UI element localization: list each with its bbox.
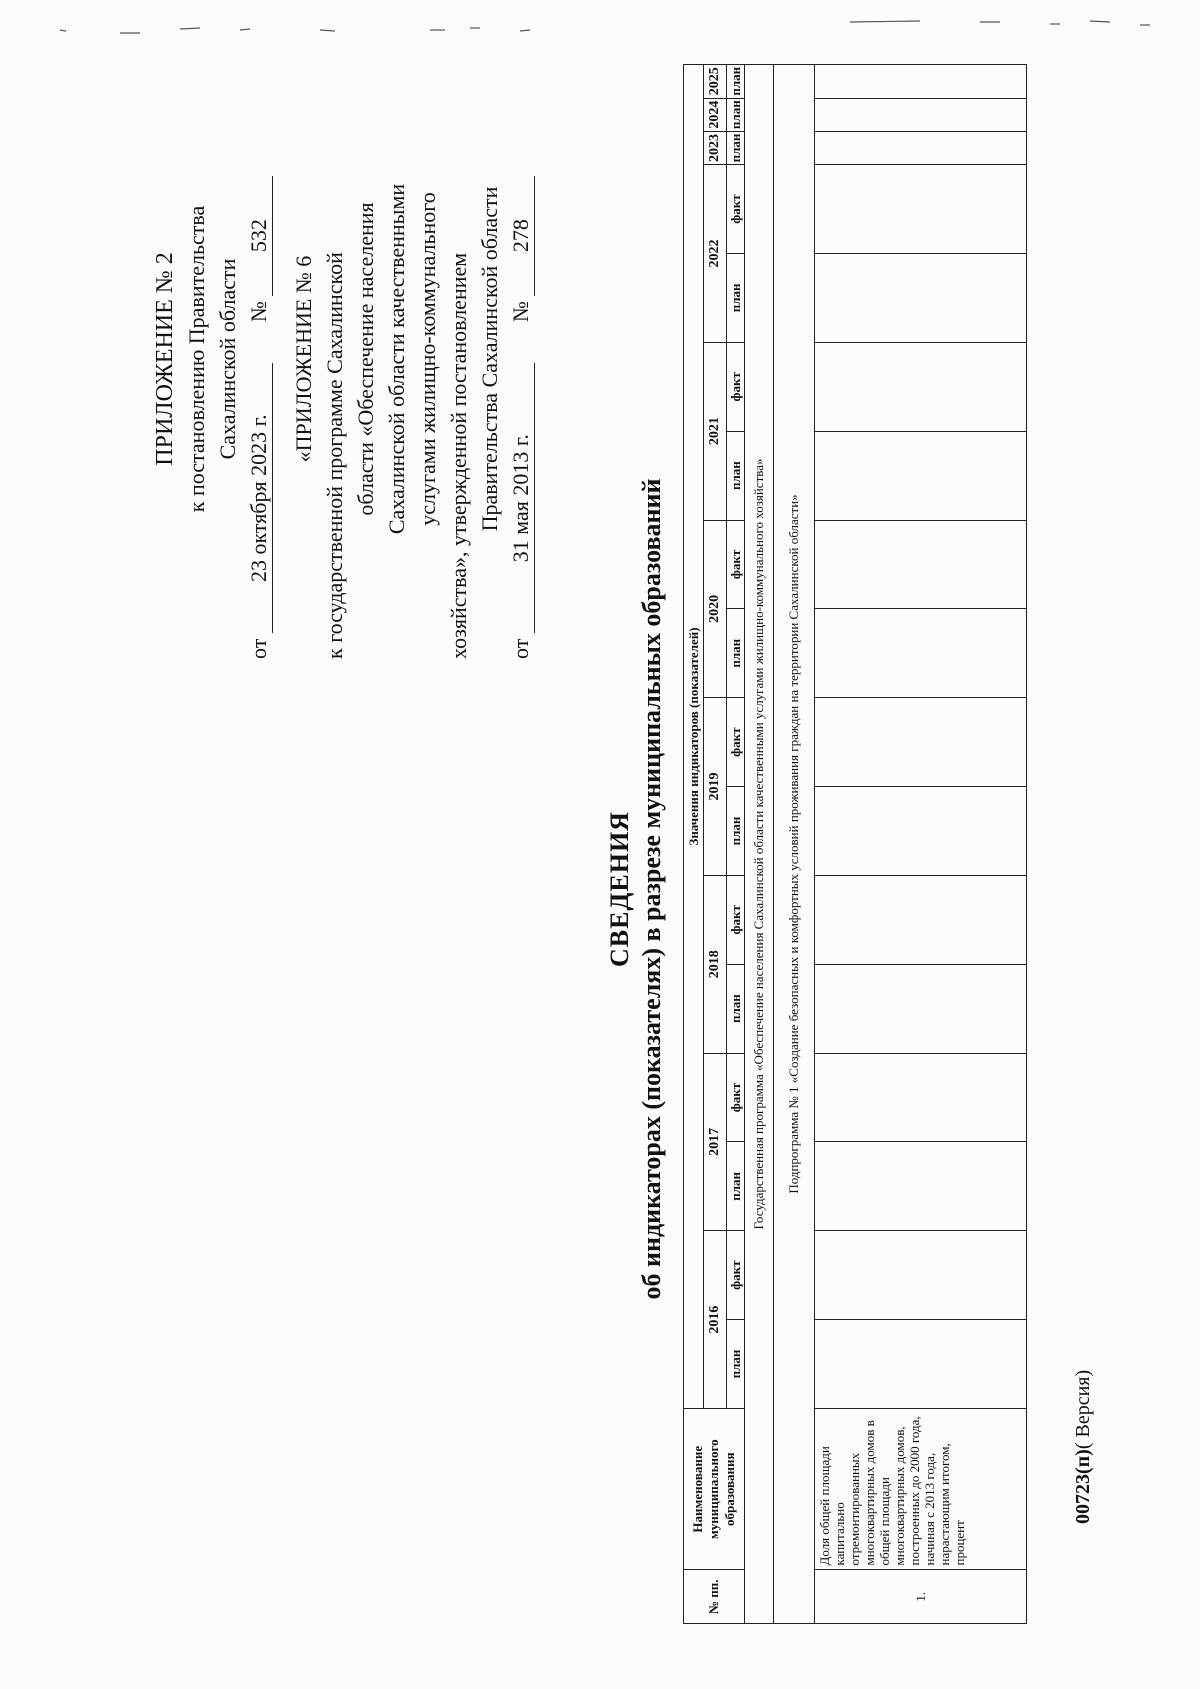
fact-2020: факт [727, 520, 745, 609]
header-indicator-values: Значения индикаторов (показателей) [684, 65, 704, 1409]
plan-2021: план [727, 431, 745, 520]
plan-2024: план [727, 98, 745, 131]
prior-line-2: области «Обеспечение населения [353, 202, 378, 516]
prior-line-5: хозяйства», утвержденной постановлением [446, 252, 471, 659]
year-2022: 2022 [704, 165, 727, 343]
value-cell [815, 698, 1027, 787]
value-cell [815, 787, 1027, 876]
prior-line-6: Правительства Сахалинской области [477, 186, 502, 532]
year-2024: 2024 [704, 98, 727, 131]
version-label: ( Версия) [1072, 1369, 1094, 1450]
document-code [1072, 1370, 1095, 1524]
document-subtitle: об индикаторах (показателях) в разрезе муниципальных образований [637, 478, 666, 1300]
value-cell [815, 520, 1027, 609]
year-2025: 2025 [704, 65, 727, 99]
value-cell [815, 609, 1027, 698]
value-cell [815, 1053, 1027, 1142]
value-cell [815, 1320, 1027, 1409]
value-cell [815, 165, 1027, 254]
code: 00723(п) [1072, 1449, 1094, 1524]
prior-date-line [505, 59, 536, 659]
appendix-heading: ПРИЛОЖЕНИЕ № 2 [152, 252, 178, 466]
decree-number: 532 [246, 176, 273, 296]
year-2021: 2021 [704, 342, 727, 520]
header-municipality: Наименование муниципального образования [684, 1408, 745, 1570]
value-cell [815, 342, 1027, 431]
year-2020: 2020 [704, 520, 727, 698]
year-2019: 2019 [704, 698, 727, 876]
decree-date-line [243, 59, 274, 659]
fact-2016: факт [727, 1231, 745, 1320]
prior-appendix-heading: «ПРИЛОЖЕНИЕ № 6 [291, 255, 316, 463]
plan-2025: план [727, 65, 745, 99]
document-title: СВЕДЕНИЯ [605, 811, 634, 967]
fact-2022: факт [727, 165, 745, 254]
year-2023: 2023 [704, 131, 727, 164]
year-2018: 2018 [704, 875, 727, 1053]
decree-line-2: Сахалинской области [215, 258, 240, 460]
prior-line-4: услугами жилищно-коммунального [415, 192, 440, 526]
fact-2018: факт [727, 875, 745, 964]
value-cell [815, 253, 1027, 342]
year-2016: 2016 [704, 1231, 727, 1409]
value-cell [815, 131, 1027, 164]
plan-2022: план [727, 253, 745, 342]
value-cell [815, 65, 1027, 99]
plan-2020: план [727, 609, 745, 698]
plan-2019: план [727, 787, 745, 876]
value-cell [815, 431, 1027, 520]
value-cell [815, 964, 1027, 1053]
prior-number: 278 [508, 176, 535, 296]
value-cell [815, 1142, 1027, 1231]
header-number: № пп. [684, 1570, 745, 1624]
decree-line-1: к постановлению Правительства [184, 205, 209, 513]
appendix-block [150, 59, 536, 659]
prior-number-prefix: № [508, 301, 533, 323]
year-2017: 2017 [704, 1053, 727, 1231]
indicator-name: Доля общей площади капитально отремонтированных многоквартирных домов в общей площади многоквартирных домов, построенных до 2000 года, начиная с 2013 года, нарастающим итогом, процент [815, 1408, 1027, 1570]
plan-2018: план [727, 964, 745, 1053]
decree-date: 23 октября 2023 г. [246, 363, 273, 633]
value-cell [815, 1231, 1027, 1320]
table-row [815, 65, 1027, 1624]
program-row: Государственная программа «Обеспечение населения Сахалинской области качественными услугами жилищно-коммунального хозяйства» [745, 65, 774, 1624]
plan-2016: план [727, 1320, 745, 1409]
date-prefix: от [246, 638, 271, 659]
indicators-table [683, 64, 1027, 1624]
prior-date-prefix: от [508, 638, 533, 659]
value-cell [815, 98, 1027, 131]
subprogram-row: Подпрограмма № 1 «Создание безопасных и комфортных условий проживания граждан на территории Сахалинской области» [774, 65, 815, 1624]
value-cell [815, 875, 1027, 964]
plan-2023: план [727, 131, 745, 164]
fact-2021: факт [727, 342, 745, 431]
fact-2017: факт [727, 1053, 745, 1142]
prior-date: 31 мая 2013 г. [508, 363, 535, 633]
plan-2017: план [727, 1142, 745, 1231]
row-number: 1. [815, 1570, 1027, 1624]
number-prefix: № [246, 301, 271, 323]
fact-2019: факт [727, 698, 745, 787]
prior-line-3: Сахалинской области качественными [384, 183, 409, 535]
prior-line-1: к государственной программе Сахалинской [322, 252, 347, 659]
